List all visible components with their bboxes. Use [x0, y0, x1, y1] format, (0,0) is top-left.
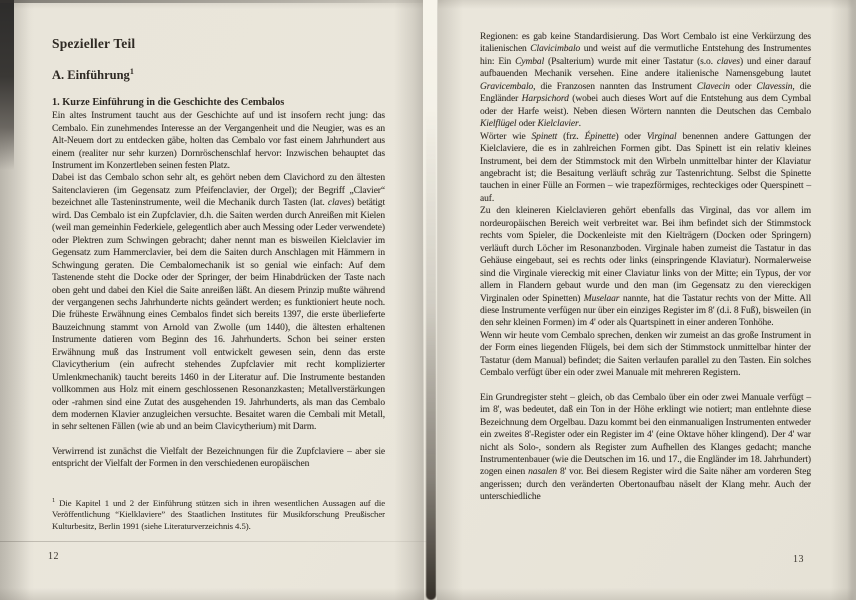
- page-number-left: 12: [48, 551, 59, 562]
- footnote-text: Die Kapitel 1 und 2 der Einführung stützen sich in ihren wesentlichen Aussagen auf die Veröffentlichung “Kielklaviere” des Staatlichen Institutes für Musikforschung Preußischer Kulturbesitz, Berlin 1991 (siehe Literaturverzeichnis 4.5).: [52, 497, 386, 531]
- scan-edge-left-dark: [0, 0, 14, 170]
- paragraph: Wenn wir heute vom Cembalo sprechen, denken wir zumeist an das große Instrument in der Form eines liegenden Flügels, bei dem sich der Stimmstock unmittelbar hinter der Tastatur (dem Manual) befindet; die Saiten verlaufen parallel zu den Tasten. Ein solches Cembalo verfügt über ein oder zwei Manuale mit mehreren Registern.: [480, 330, 811, 379]
- gutter-binding-shadow: [426, 110, 436, 600]
- paragraph: Verwirrend ist zunächst die Vielfalt der Bezeichnungen für die Zupfclaviere – aber sie entspricht der Vielfalt der Formen in den verschiedenen europäischen: [52, 446, 385, 470]
- gutter-shadow-right: [437, 0, 463, 600]
- footnote: [52, 495, 385, 533]
- page-number-right: 13: [793, 554, 804, 565]
- chapter-footnote-ref: 1: [129, 67, 134, 76]
- paragraph: Ein altes Instrument taucht aus der Geschichte auf und ist insofern recht jung: das Cembalo. Ein zunehmendes Interesse an der Vergangenheit und die Neugier, was es an Alt-Neuem dort zu entdecken gäbe, holten das Cembalo vor fast einem Jahrhundert aus einem (realiter nur sehr kurzen) Dornröschenschlaf hervor: Inzwischen behauptet das Instrument im Konzertleben seinen festen Platz.: [52, 111, 385, 171]
- chapter-heading-text: A. Einführung: [52, 68, 130, 83]
- subsection-heading: 1. Kurze Einführung in die Geschichte des Cembalos: [52, 97, 285, 109]
- scan-edge-top: [0, 0, 446, 3]
- page-right: [480, 31, 811, 504]
- page-left: [52, 36, 385, 533]
- scan-edge-right: [847, 0, 856, 600]
- paragraph: Wörter wie Spinett (frz. Épinette) oder Virginal benennen andere Gattungen der Kielclaviere, die es in zahlreichen Formen gibt. Das Spinett ist ein relativ kleines Instrument, bei dem der Stimmstock mit den Wirbeln unmittelbar hinter der Klaviatur angebracht ist; die Besaitung verläuft schräg zur Tastenrichtung. Selbst die Spinette tauchen in einer Fülle an Formen – wie trapezförmiges, rechteckiges oder Querspinett – auf.: [480, 131, 811, 204]
- paragraph: Dabei ist das Cembalo schon sehr alt, es gehört neben dem Clavichord zu den ältesten Saitenclavieren (im Gegensatz zum Pfeifenclavier, der Orgel); der Begriff „Clavier“ bezeichnet alle Tasteninstrumente, weil die Mechanik durch Tasten (lat. claves) betätigt wird. Das Cembalo ist ein Zupfclavier, d.h. die Saiten werden durch Anreißen mit Kielen (weil man gemeinhin Federkiele, gelegentlich aber auch Messing oder Leder verwendete) oder Plektren zum Schwingen gebracht; daher nennt man es bisweilen Kielclavier im Gegensatz zum Hammerclavier, bei dem die Saiten durch Anschlagen mit Hämmern in Schwingung geraten. Die Cembalomechanik ist so genial wie einfach: Auf dem Tastenende steht die Docke oder der Springer, der beim Hinabdrücken der Taste nach oben geht und dabei den Kiel die Saite anreißen läßt. An diesem Prinzip mußte während der vergangenen sechs Jahrhunderte nichts geändert werden; es funktioniert heute noch. Die früheste Erwähnung eines Cembalos findet sich bereits 1397, die erste überlieferte Bauzeichnung stammt von Arnold van Zwolle (um 1440), die ältesten erhaltenen Instrumente datieren vom Beginn des 16. Jahrhunderts. Schon bei seiner ersten Erwähnung muß das Instrument voll entwickelt gewesen sein, denn das erste Clavicytherium (ein aufrecht stehendes Zupfclavier mit recht komplizierter Umlenkmechanik) taucht bereits 1460 in der Literatur auf. Die Instrumente bestanden vollkommen aus Holz mit einem geschlossenen Resonanzkasten; Metallverstärkungen oder -rahmen sind eine Zutat des ausgehenden 19. Jahrhunderts, als man das Cembalo dem modernen Klavier anzugleichen versuchte. Besaitet waren die Cembali mit Metall, in sehr seltenen Fällen (wie ab und an beim Clavicytherium) mit Darm.: [52, 173, 385, 433]
- paragraph: Ein Grundregister steht – gleich, ob das Cembalo über ein oder zwei Manuale verfügt – im 8', was bedeutet, daß ein Ton in der Höhe erklingt wie notiert; man entlehnte diese Bezeichnung dem Orgelbau. Dazu kommt bei den einmanualigen Instrumenten entweder ein zweites 8'-Register oder ein Register im 4' (eine Oktave höher klingend). Der 4' war nicht als Solo-, sondern als Register zum Aufhellen des Klanges gedacht; manche Instrumentenbauer (wie die Deutschen im 16. und 17., die Engländer im 18. Jahrhundert) zogen einen nasalen 8' vor. Bei diesem Register wird die Saite näher am vorderen Steg angerissen; durch den veränderten Obertonaufbau näselt der Klang mehr. Auch der unterschiedliche: [480, 392, 811, 503]
- page-bottom-edge: [0, 541, 428, 542]
- footnote-marker: 1: [52, 496, 56, 504]
- paragraph: Regionen: es gab keine Standardisierung. Das Wort Cembalo ist eine Verkürzung des italienischen Clavicimbalo und weist auf die vermutliche Entstehung des Instrumentes hin: Ein Cymbal (Psalterium) wurde mit einer Tastatur (s.o. claves) und einer darauf aufbauenden Mechanik versehen. Eine andere italienische Namensgebung lautet Gravicembalo, die Franzosen nannten das Instrument Clavecin oder Clavessin, die Engländer Harpsichord (wobei auch dieses Wort auf die Entstehung aus dem Cymbal oder der Harfe weist). Neben diesen Wörtern nannten die Deutschen das Cembalo Kielflügel oder Kielclavier.: [480, 32, 812, 130]
- gutter-shadow-left: [394, 0, 424, 600]
- paragraph: Zu den kleineren Kielclavieren gehört ebenfalls das Virginal, das vor allem im nordeuropäischen Bereich weit verbreitet war. Bei ihm befindet sich der Stimmstock rechts vom Spieler, die Dockenleiste mit den Kielträgern (Docken oder Springern) verläuft durch Löcher im Resonanzboden. Virginale haben zumeist die Tastatur in das Gehäuse eingebaut, sei es rechts oder links (einspringende Klaviatur). Normalerweise sind die Virginale viereckig mit einer Claviatur links von der Mitte; ein Typus, der vor allem in Flandern gebaut wurde und den man (im Gegensatz zu den viereckigen Virginalen oder Spinetten) Muselaar nannte, hat die Tastatur rechts von der Mitte. All diese Instrumente verfügen nur über ein einziges Register im 8' (d.i. 8 Fuß), bisweilen (in den sehr kleinen Formen) im 4' oder als Quartspinett in einer anderen Tonhöhe.: [480, 206, 811, 329]
- section-title: Spezieller Teil: [52, 36, 136, 51]
- chapter-heading: [52, 67, 385, 83]
